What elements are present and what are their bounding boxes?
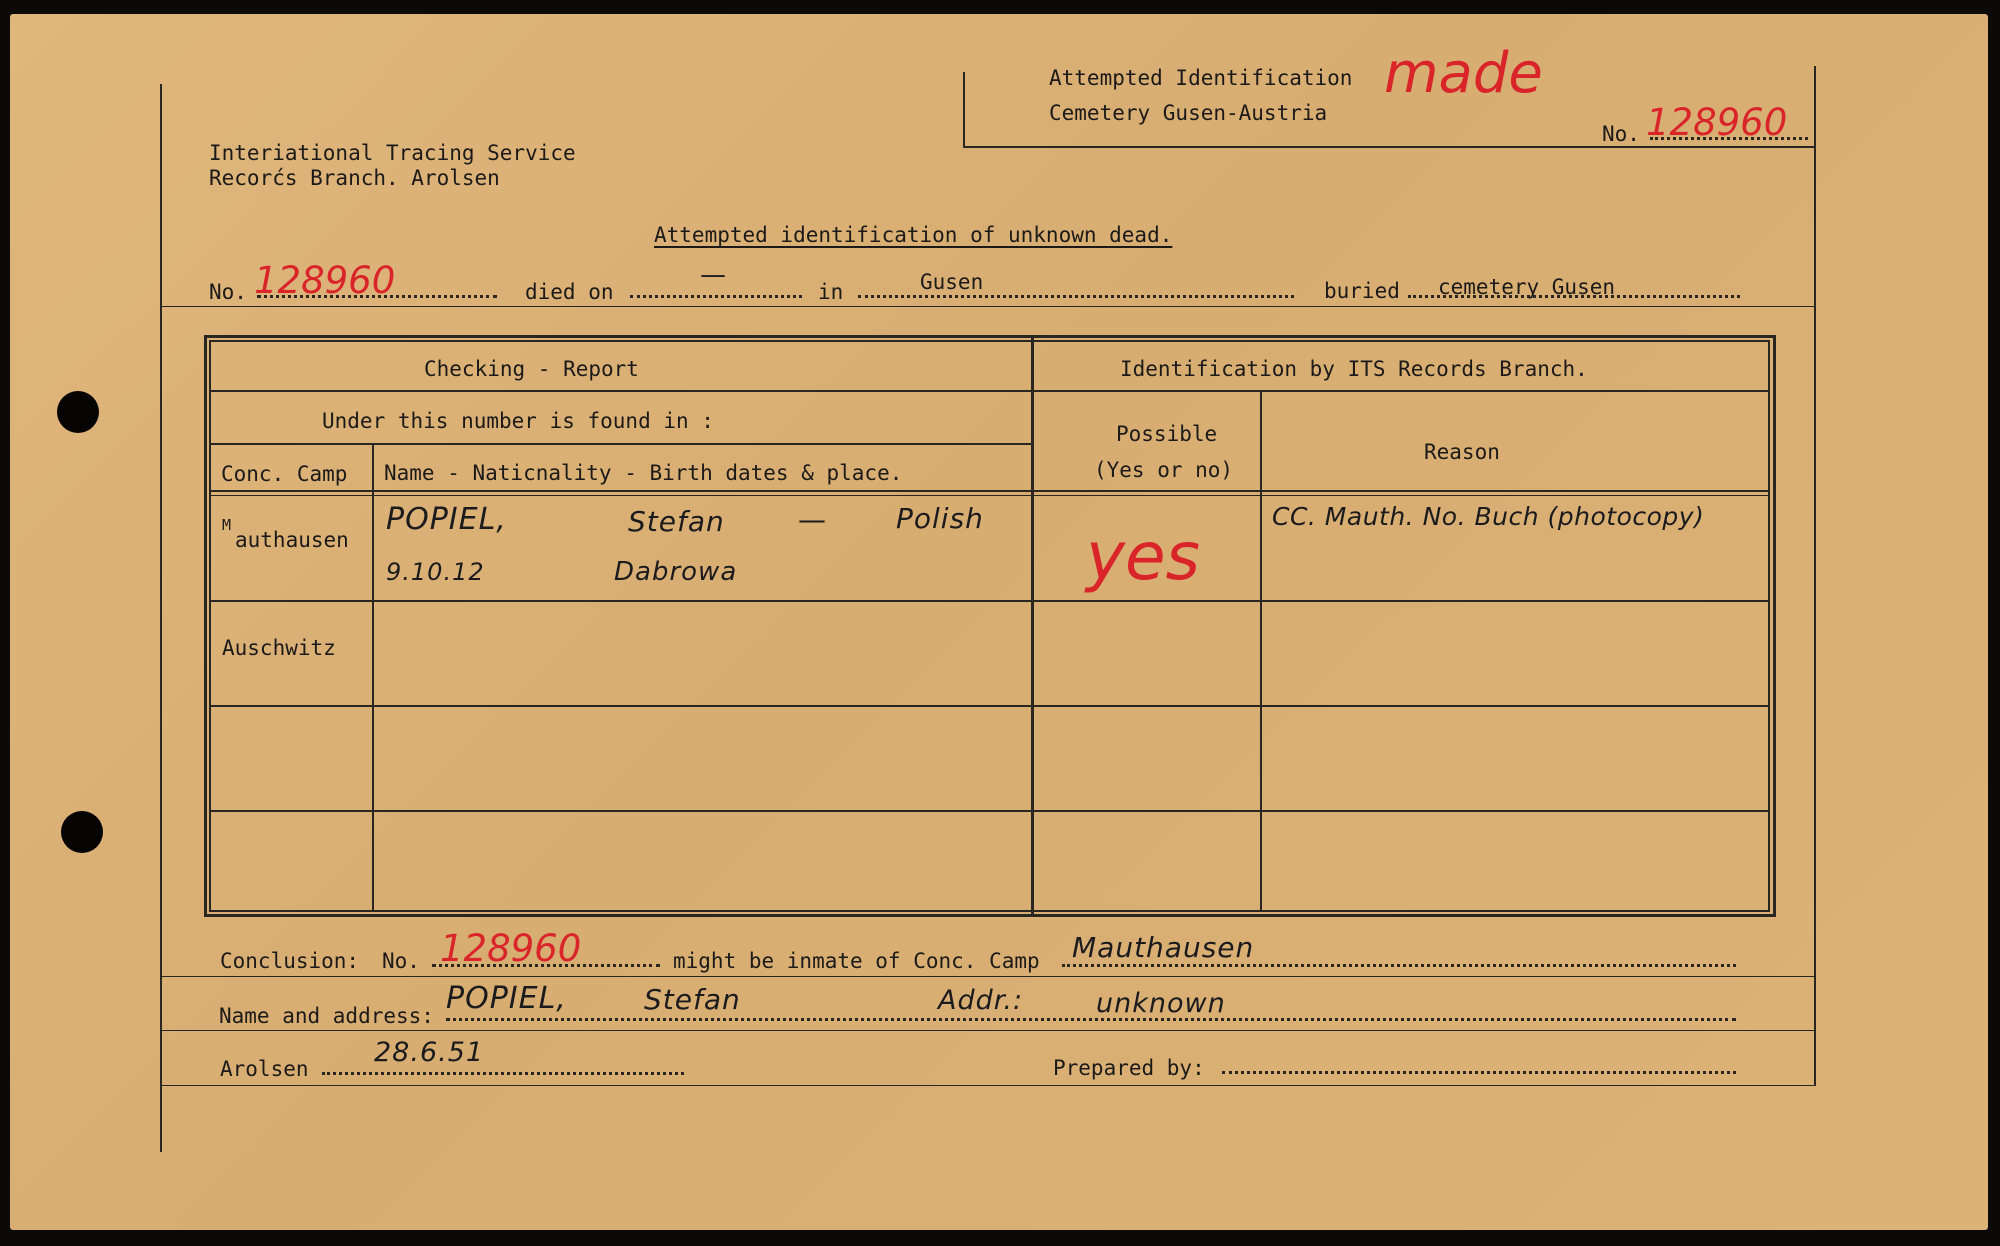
buried-label: buried	[1324, 279, 1400, 303]
died-on-value: —	[700, 260, 727, 290]
header-record-number: 128960	[1646, 101, 1788, 144]
conclusion-might-be: might be inmate of Conc. Camp	[673, 949, 1040, 973]
row1-possible-yes: yes	[1086, 518, 1201, 595]
col-name-header: Name - Naticnality - Birth dates & place.	[384, 461, 903, 485]
died-on-label: died on	[525, 280, 614, 304]
table-rule-row3	[209, 810, 1770, 812]
right-margin-line	[1814, 66, 1816, 1086]
row1-surname: POPIEL,	[386, 502, 507, 537]
name-address-dots	[446, 1018, 1736, 1021]
form-title: Attempted identification of unknown dead.	[654, 223, 1173, 247]
name-address-rule	[160, 1030, 1814, 1031]
address-label: Addr.:	[938, 985, 1024, 1016]
name-given: Stefan	[644, 983, 741, 1016]
org-branch: Recorćs Branch. Arolsen	[209, 166, 500, 190]
in-dots	[858, 295, 1294, 298]
table-border-top	[204, 335, 1776, 338]
header-box-bottom	[963, 146, 1814, 148]
row1-birth-date: 9.10.12	[386, 558, 485, 586]
in-value: Gusen	[920, 270, 984, 294]
name-surname: POPIEL,	[446, 981, 567, 1016]
row1-nationality: Polish	[896, 502, 984, 535]
buried-value: cemetery Gusen	[1438, 275, 1616, 299]
table-rule-subheader	[209, 443, 1031, 445]
address-value: unknown	[1096, 988, 1226, 1019]
table-inner-left	[209, 340, 211, 912]
footer-date: 28.6.51	[374, 1037, 485, 1068]
org-name: Interiational Tracing Service	[209, 141, 576, 165]
header-box-left	[963, 72, 965, 146]
table-divider-possible	[1260, 391, 1262, 912]
table-rule-row1	[209, 600, 1770, 602]
record-number: 128960	[254, 259, 396, 302]
conclusion-camp-dots	[1062, 964, 1736, 967]
table-border-left	[204, 335, 207, 917]
cemetery-label: Cemetery Gusen-Austria	[1049, 101, 1328, 125]
punch-hole-top	[57, 391, 99, 433]
left-margin-line	[160, 84, 162, 1152]
table-rule-colhead-2	[209, 495, 1770, 496]
record-card	[10, 14, 1988, 1230]
col-possible-header-2: (Yes or no)	[1094, 458, 1234, 482]
conclusion-rule	[160, 976, 1814, 977]
header-no-label: No.	[1602, 122, 1640, 146]
identification-header: Identification by ITS Records Branch.	[1120, 357, 1588, 381]
prepared-by-dots	[1222, 1071, 1736, 1074]
table-divider-main	[1031, 338, 1034, 914]
table-rule-colhead	[209, 490, 1770, 492]
died-on-dots	[630, 295, 802, 298]
col-reason-header: Reason	[1424, 440, 1500, 464]
conclusion-label: Conclusion:	[220, 949, 360, 973]
table-divider-camp	[372, 444, 374, 912]
record-line-rule	[160, 306, 1814, 307]
found-in-label: Under this number is found in :	[322, 409, 714, 433]
arolsen-date-dots	[322, 1072, 684, 1075]
conclusion-no-label: No.	[382, 949, 420, 973]
record-no-label: No.	[209, 280, 247, 304]
col-possible-header-1: Possible	[1116, 422, 1218, 446]
camp-auschwitz: Auschwitz	[222, 636, 336, 660]
table-border-bottom	[204, 914, 1776, 917]
col-camp-header: Conc. Camp	[221, 462, 348, 486]
camp-mauthausen: authausen	[235, 528, 349, 552]
arolsen-label: Arolsen	[220, 1057, 309, 1081]
conclusion-camp-value: Mauthausen	[1072, 931, 1255, 964]
table-inner-right	[1768, 340, 1770, 912]
camp-initial: M	[222, 516, 232, 534]
punch-hole-bottom	[61, 811, 103, 853]
in-label: in	[818, 280, 844, 304]
attempted-identification-label: Attempted Identification	[1049, 66, 1353, 90]
table-border-right	[1773, 335, 1776, 917]
table-rule-header	[209, 390, 1770, 392]
row1-birth-place: Dabrowa	[614, 557, 738, 587]
table-inner-top	[209, 340, 1770, 342]
row1-dash: —	[798, 503, 827, 536]
name-address-label: Name and address:	[219, 1004, 434, 1028]
row1-reason: CC. Mauth. No. Buch (photocopy)	[1272, 502, 1705, 531]
conclusion-number: 128960	[440, 927, 582, 970]
row1-given-name: Stefan	[628, 505, 725, 538]
handwritten-made-note: made	[1384, 41, 1543, 106]
checking-report-header: Checking - Report	[424, 357, 639, 381]
table-inner-bottom	[209, 910, 1770, 912]
footer-rule	[160, 1085, 1814, 1086]
table-rule-row2	[209, 705, 1770, 707]
prepared-by-label: Prepared by:	[1053, 1056, 1205, 1080]
